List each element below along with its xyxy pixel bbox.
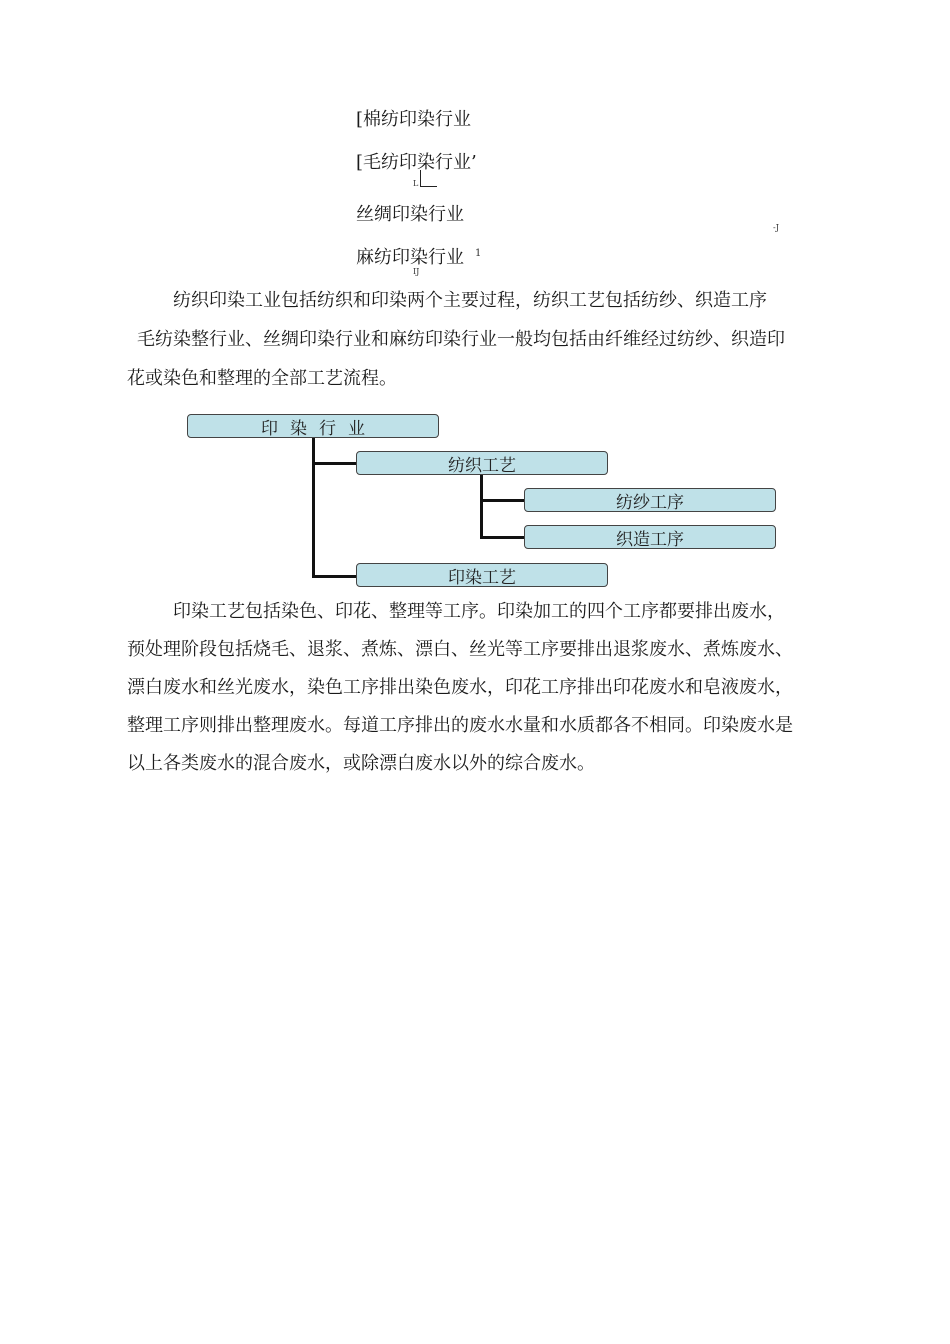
list-item-hemp: 麻纺印染行业	[356, 247, 464, 268]
artifact-mark-wool: L	[413, 179, 419, 188]
connector-root-vertical	[312, 437, 315, 578]
node-root-label: 印染行业	[261, 418, 377, 439]
node-dyeing-label: 印染工艺	[448, 567, 516, 588]
connector-textile-vertical	[480, 475, 483, 539]
bracket-mark	[420, 170, 437, 187]
superscript-mark: 1	[475, 248, 482, 259]
node-dyeing-process	[356, 563, 608, 587]
connector-to-spinning	[480, 499, 524, 502]
node-spinning-label: 纺纱工序	[616, 492, 684, 513]
connector-to-weaving	[480, 536, 524, 539]
artifact-mark-hemp: IJ	[413, 267, 420, 276]
paragraph1-line3: 花或染色和整理的全部工艺流程。	[127, 368, 397, 389]
paragraph2-line3: 漂白废水和丝光废水，染色工序排出染色废水，印花工序排出印花废水和皂液废水，	[127, 677, 793, 698]
paragraph2-line4: 整理工序则排出整理废水。每道工序排出的废水水量和水质都各不相同。印染废水是	[127, 715, 793, 736]
list-item-wool: [毛纺印染行业’	[356, 152, 477, 173]
node-spinning-step	[524, 488, 776, 512]
connector-to-dyeing	[312, 575, 356, 578]
paragraph2-line5: 以上各类废水的混合废水，或除漂白废水以外的综合废水。	[127, 753, 595, 774]
list-item-silk: 丝绸印染行业	[356, 204, 464, 225]
node-weaving-step	[524, 525, 776, 549]
node-textile-label: 纺织工艺	[448, 455, 516, 476]
node-weaving-label: 织造工序	[616, 529, 684, 550]
node-printing-dyeing-industry	[187, 414, 439, 438]
artifact-mark-right: -J	[773, 223, 779, 232]
paragraph2-line1: 印染工艺包括染色、印花、整理等工序。印染加工的四个工序都要排出废水，	[173, 601, 785, 622]
list-item-cotton: [棉纺印染行业	[356, 109, 472, 130]
paragraph2-line2: 预处理阶段包括烧毛、退浆、煮炼、漂白、丝光等工序要排出退浆废水、煮炼废水、	[127, 639, 793, 660]
paragraph1-line2: 毛纺染整行业、丝绸印染行业和麻纺印染行业一般均包括由纤维经过纺纱、织造印	[137, 329, 785, 350]
node-textile-process	[356, 451, 608, 475]
paragraph1-line1: 纺织印染工业包括纺织和印染两个主要过程，纺织工艺包括纺纱、织造工序	[173, 290, 767, 311]
connector-to-textile	[312, 462, 356, 465]
